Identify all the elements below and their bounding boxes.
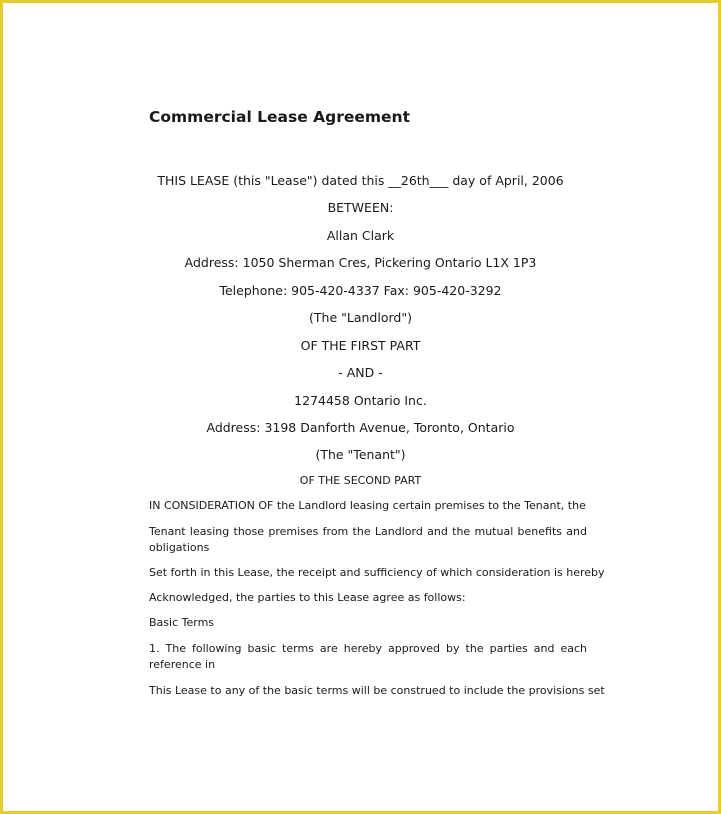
basic-terms-item-1: 1. The following basic terms are hereby approved by the parties and each reference in (149, 642, 587, 671)
first-part-label: OF THE FIRST PART (300, 338, 421, 353)
and-separator: - AND - (338, 365, 383, 380)
tenant-address: Address: 3198 Danforth Avenue, Toronto, Ontario (206, 420, 515, 435)
landlord-address: Address: 1050 Sherman Cres, Pickering Ontario L1X 1P3 (184, 255, 537, 270)
landlord-role: (The "Landlord") (309, 310, 412, 325)
tenant-name: 1274458 Ontario Inc. (294, 393, 427, 408)
lease-date-line: THIS LEASE (this "Lease") dated this __26th___ day of April, 2006 (157, 173, 564, 188)
second-part-label: OF THE SECOND PART (299, 474, 422, 487)
acknowledged-paragraph-line: Acknowledged, the parties to this Lease agree as follows: (149, 591, 466, 604)
landlord-name: Allan Clark (326, 228, 395, 243)
tenant-role: (The "Tenant") (315, 447, 406, 462)
tenant-leasing-paragraph: Tenant leasing those premises from the Landlord and the mutual benefits and obligations (149, 525, 587, 554)
set-forth-paragraph-line: Set forth in this Lease, the receipt and sufficiency of which consideration is hereby (149, 566, 605, 579)
basic-terms-heading: Basic Terms (149, 616, 215, 629)
between-label: BETWEEN: (327, 200, 394, 215)
construed-paragraph-line: This Lease to any of the basic terms will be construed to include the provisions set (149, 684, 605, 697)
consideration-paragraph-line: IN CONSIDERATION OF the Landlord leasing certain premises to the Tenant, the (149, 499, 586, 512)
document-title: Commercial Lease Agreement (149, 108, 411, 126)
landlord-phone-fax: Telephone: 905-420-4337 Fax: 905-420-3292 (219, 283, 502, 298)
